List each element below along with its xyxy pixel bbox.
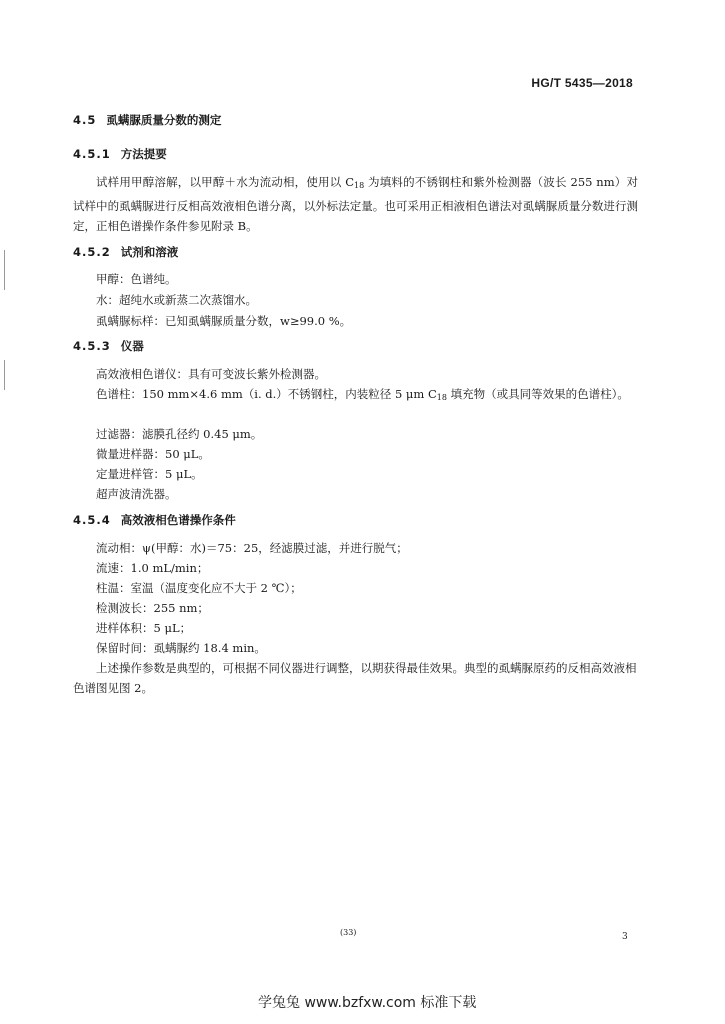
subsection-number: 4.5.1 [73, 147, 111, 161]
instrument-item: 高效液相色谱仪：具有可变波长紫外检测器。 [96, 367, 326, 381]
conditions-note-paragraph: 上述操作参数是典型的，可根据不同仪器进行调整，以期获得最佳效果。典型的虱螨脲原药的反相高效液相色谱图见图 2。 [73, 661, 637, 695]
subsection-number: 4.5.4 [73, 513, 111, 527]
condition-item: 检测波长：255 nm； [96, 601, 209, 615]
condition-item: 进样体积：5 μL； [96, 621, 192, 635]
instrument-item: 超声波清洗器。 [96, 487, 177, 501]
instrument-item: 过滤器：滤膜孔径约 0.45 μm。 [96, 427, 263, 441]
subsection-number: 4.5.2 [73, 245, 111, 259]
reagent-item: 甲醇：色谱纯。 [96, 272, 177, 286]
subsection-heading [73, 338, 144, 354]
subsection-title: 试剂和溶液 [120, 245, 179, 259]
document-page-number: (33) [340, 928, 357, 937]
condition-item: 流速：1.0 mL/min； [96, 561, 209, 575]
section-title: 虱螨脲质量分数的测定 [106, 113, 222, 127]
section-number: 4.5 [73, 113, 97, 127]
subsection-number: 4.5.3 [73, 339, 111, 353]
condition-item: 柱温：室温（温度变化应不大于 2 ℃）； [96, 581, 302, 595]
subsection-heading [73, 146, 167, 162]
subsection-heading [73, 244, 178, 260]
instrument-item: 定量进样管：5 μL。 [96, 467, 203, 481]
subsection-title: 仪器 [120, 339, 144, 353]
method-summary-paragraph: 试样用甲醇溶解，以甲醇＋水为流动相，使用以 $C_{18}$ 为填料的不锈钢柱和紫外检测器（波长 255 nm）对试样中的虱螨脲进行反相高效液相色谱分离，以外标法定量。也可采用正相液相色谱法对虱螨脲质量分数进行测定，正相色谱操作条件参见附录 B。 [73, 175, 638, 233]
standard-code: HG/T 5435—2018 [531, 76, 633, 90]
page-number: 3 [622, 932, 628, 942]
scan-margin-mark [4, 360, 5, 390]
reagent-item: 水：超纯水或新蒸二次蒸馏水。 [96, 293, 257, 307]
condition-item: 流动相：ψ(甲醇：水)＝75：25，经滤膜过滤，并进行脱气； [96, 541, 408, 555]
subsection-heading [73, 512, 236, 528]
instrument-item: 色谱柱：150 mm×4.6 mm（i. d.）不锈钢柱，内装粒径 5 μm $C_{18}$ 填充物（或具同等效果的色谱柱）。 [96, 387, 629, 402]
subsection-title: 方法提要 [120, 147, 167, 161]
site-watermark: 学兔兔 www.bzfxw.com 标准下载 [258, 995, 477, 1011]
subsection-title: 高效液相色谱操作条件 [120, 513, 236, 527]
section-heading [73, 112, 221, 128]
instrument-item: 微量进样器：50 μL。 [96, 447, 210, 461]
scan-margin-mark [4, 250, 5, 290]
condition-item: 保留时间：虱螨脲约 18.4 min。 [96, 641, 266, 655]
reagent-item: 虱螨脲标样：已知虱螨脲质量分数，w≥99.0 %。 [96, 314, 352, 328]
